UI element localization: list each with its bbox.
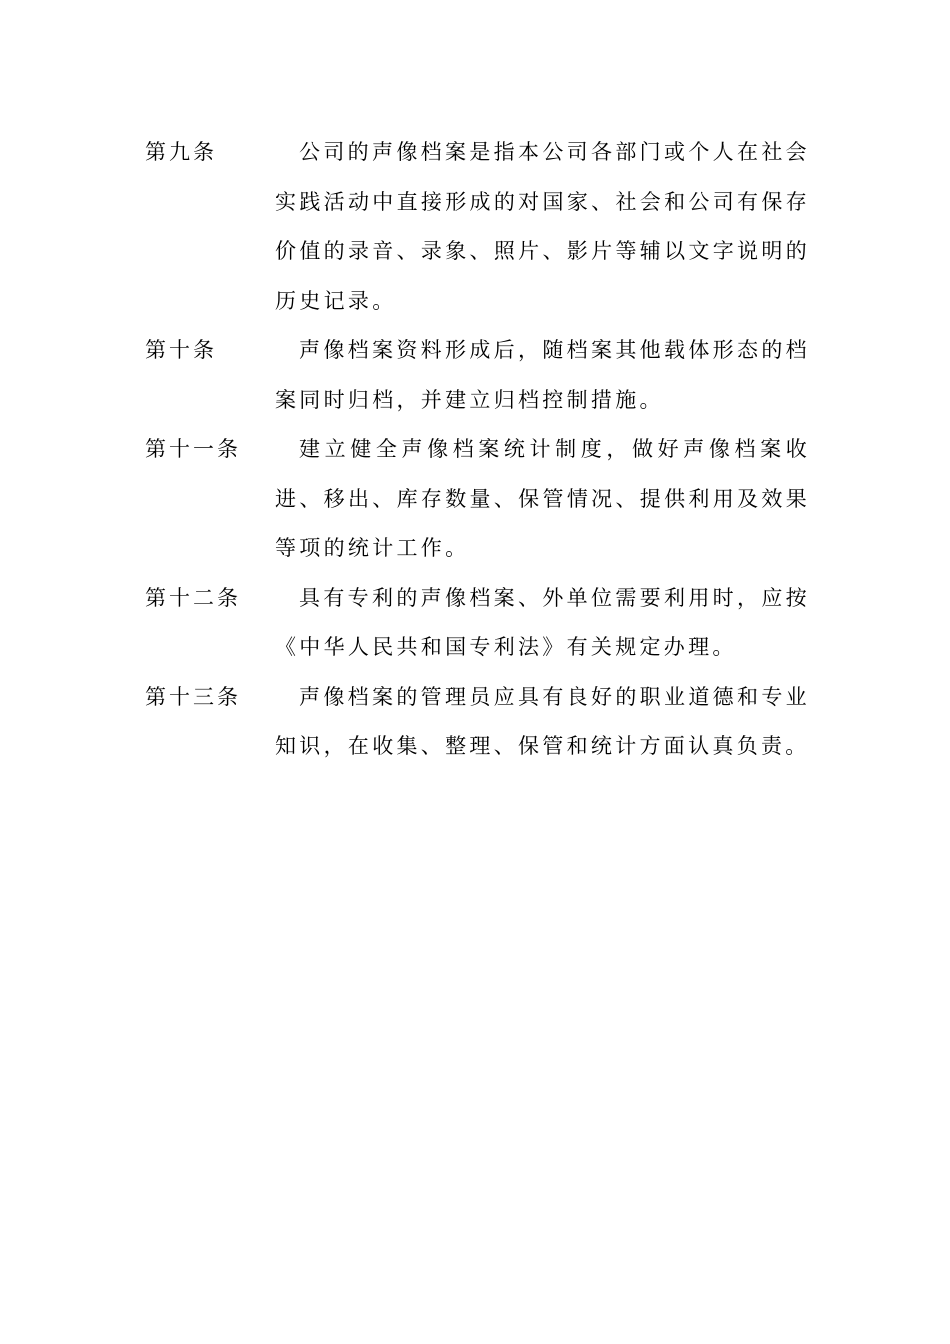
article-text: 声像档案资料形成后，随档案其他载体形态的档案同时归档，并建立归档控制措施。 [275,338,810,412]
article-text: 声像档案的管理员应具有良好的职业道德和专业知识，在收集、整理、保管和统计方面认真负责。 [275,684,810,758]
article-text: 具有专利的声像档案、外单位需要利用时，应按《中华人民共和国专利法》有关规定办理。 [275,585,810,659]
article-text: 公司的声像档案是指本公司各部门或个人在社会实践活动中直接形成的对国家、社会和公司有保存价值的录音、录象、照片、影片等辅以文字说明的历史记录。 [275,140,810,313]
article-12 [145,574,810,673]
article-text: 建立健全声像档案统计制度，做好声像档案收进、移出、库存数量、保管情况、提供利用及效果等项的统计工作。 [275,437,810,560]
article-10 [145,326,810,425]
article-11 [145,425,810,574]
article-list [145,128,810,772]
article-label: 第十条 [145,338,217,362]
article-9 [145,128,810,326]
article-label: 第十二条 [145,585,241,610]
article-label: 第九条 [145,140,217,164]
article-13 [145,673,810,772]
article-label: 第十一条 [145,437,241,461]
article-label: 第十三条 [145,684,241,709]
